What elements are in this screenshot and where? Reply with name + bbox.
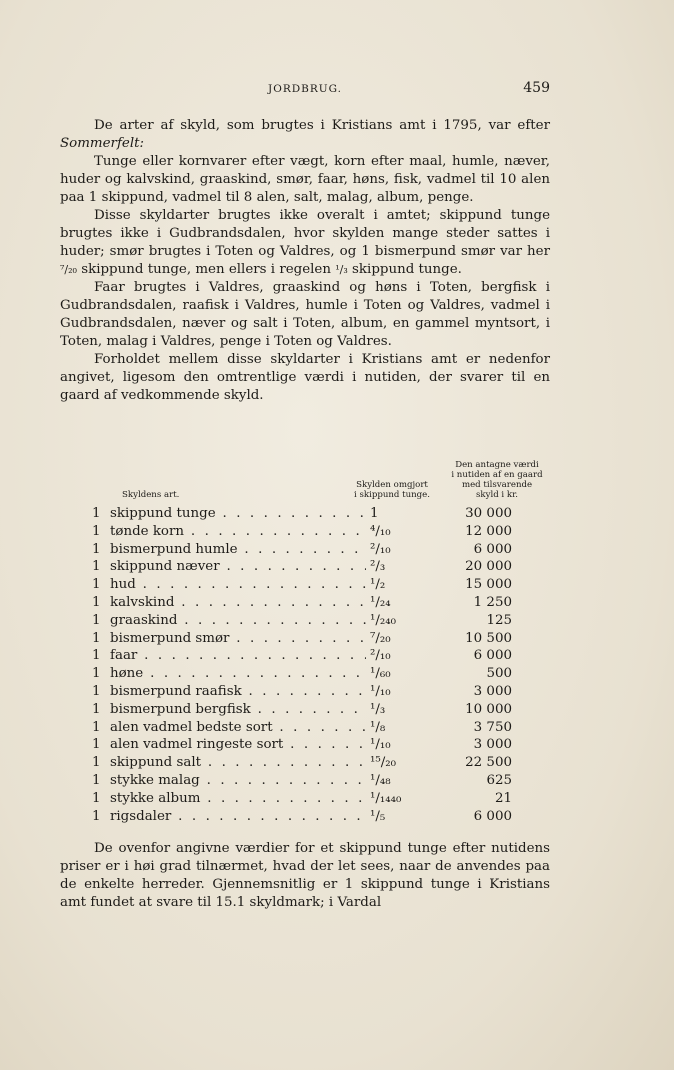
closing-text	[60, 840, 550, 912]
row-quantity: 1	[92, 559, 101, 575]
row-value-kr: 22 500	[465, 755, 512, 771]
row-quantity: 1	[92, 683, 101, 699]
intro-text	[60, 117, 550, 405]
row-skyld-art: skippund salt . . .	[110, 755, 366, 770]
row-skyld-art: skippund næver . . .	[110, 559, 366, 574]
row-skyld-art: bismerpund smør . . .	[110, 631, 366, 646]
row-value-kr: 625	[486, 772, 512, 788]
table-row	[60, 631, 550, 649]
row-skippund-tunge: ¹/₁₀	[370, 737, 391, 753]
row-skippund-tunge: ¹/₁₄₄₀	[370, 790, 402, 806]
row-skippund-tunge: ¹/₂₄	[370, 594, 391, 610]
row-quantity: 1	[92, 666, 101, 682]
row-value-kr: 3 000	[473, 683, 512, 699]
row-value-kr: 10 000	[465, 701, 512, 717]
row-value-kr: 21	[494, 790, 512, 806]
table-row	[60, 720, 550, 738]
row-quantity: 1	[92, 808, 101, 824]
row-skyld-art: hud . . .	[110, 577, 366, 592]
row-skyld-art: alen vadmel bedste sort . . .	[110, 720, 366, 735]
row-skyld-art: høne . . .	[110, 666, 366, 681]
row-skippund-tunge: ¹/₈	[370, 719, 386, 735]
page-header	[60, 80, 550, 98]
row-value-kr: 12 000	[465, 523, 512, 539]
table-row	[60, 613, 550, 631]
paragraph-1: De arter af skyld, som brugtes i Kristians amt i 1795, var efter Sommerfelt:	[60, 118, 550, 151]
row-skippund-tunge: ⁷/₂₀	[370, 630, 391, 646]
row-quantity: 1	[92, 701, 101, 717]
row-quantity: 1	[92, 594, 101, 610]
page-number: 459	[523, 80, 550, 96]
paragraph-4: Forholdet mellem disse skyldarter i Kristians amt er nedenfor angivet, ligesom den omtrentlige værdi i nutiden, der svarer til en gaard af vedkommende skyld.	[60, 352, 550, 403]
row-skyld-art: rigsdaler . . .	[110, 809, 366, 824]
row-skippund-tunge: ¹/₆₀	[370, 666, 391, 682]
table-row	[60, 577, 550, 595]
row-skyld-art: graaskind . . .	[110, 613, 366, 628]
row-skyld-art: bismerpund humle . . .	[110, 542, 366, 557]
row-value-kr: 125	[486, 612, 512, 628]
row-skyld-art: stykke malag . . .	[110, 773, 366, 788]
row-skyld-art: bismerpund raafisk . . .	[110, 684, 366, 699]
row-skippund-tunge: ²/₁₀	[370, 541, 391, 557]
row-skippund-tunge: ¹/₂	[370, 577, 386, 593]
row-value-kr: 1 250	[473, 594, 512, 610]
row-value-kr: 500	[486, 666, 512, 682]
paragraph-list: Tunge eller kornvarer efter vægt, korn efter maal, humle, næver, huder og kalvskind, graaskind, smør, faar, høns, fisk, vadmel til 10 alen paa 1 skippund, vadmel til 8 alen, salt, malag, album, penge.	[60, 154, 550, 205]
author-name: Sommerfelt:	[60, 136, 145, 151]
row-skyld-art: faar . . .	[110, 648, 366, 663]
row-quantity: 1	[92, 541, 101, 557]
table-row	[60, 684, 550, 702]
table-row	[60, 559, 550, 577]
row-value-kr: 20 000	[465, 559, 512, 575]
table-row	[60, 773, 550, 791]
table-row	[60, 737, 550, 755]
row-quantity: 1	[92, 790, 101, 806]
row-quantity: 1	[92, 577, 101, 593]
row-quantity: 1	[92, 772, 101, 788]
row-quantity: 1	[92, 719, 101, 735]
row-skyld-art: alen vadmel ringeste sort . . .	[110, 737, 366, 752]
row-quantity: 1	[92, 506, 101, 521]
row-skyld-art: tønde korn . . .	[110, 524, 366, 539]
row-quantity: 1	[92, 523, 101, 539]
table-row	[60, 702, 550, 720]
row-value-kr: 6 000	[473, 808, 512, 824]
row-value-kr: 6 000	[473, 648, 512, 664]
row-value-kr: 3 000	[473, 737, 512, 753]
row-quantity: 1	[92, 648, 101, 664]
paragraph-3: Faar brugtes i Valdres, graaskind og høns i Toten, bergfisk i Gudbrandsdalen, raafisk i Valdres, humle i Toten og Valdres, vadmel i Gudbrandsdalen, næver og salt i Toten, album, en gammel myntsort, i Toten, malag i Valdres, penge i Toten og Valdres.	[60, 280, 550, 349]
row-skippund-tunge: ¹/₄₈	[370, 772, 391, 788]
row-value-kr: 6 000	[473, 541, 512, 557]
row-value-kr: 30 000	[465, 506, 512, 521]
table-row	[60, 595, 550, 613]
row-skippund-tunge: ²/₃	[370, 559, 386, 575]
row-skyld-art: kalvskind . . .	[110, 595, 366, 610]
row-skyld-art: stykke album . . .	[110, 791, 366, 806]
table-row	[60, 506, 550, 524]
table-row	[60, 542, 550, 560]
paragraph-2: Disse skyldarter brugtes ikke overalt i amtet; skippund tunge brugtes ikke i Gudbrandsdalen, hvor skylden mange steder sattes i huder; smør brugtes i Toten og Valdres, og 1 bismerpund smør var her ⁷/₂₀ skippund tunge, men ellers i regelen ¹/₃ skippund tunge.	[60, 208, 550, 277]
row-quantity: 1	[92, 612, 101, 628]
row-skippund-tunge: ¹/₃	[370, 701, 386, 717]
table-row	[60, 809, 550, 827]
table-row	[60, 524, 550, 542]
column-header-omgjort: Skylden omgjort i skippund tunge.	[354, 480, 430, 500]
row-skippund-tunge: ²/₁₀	[370, 648, 391, 664]
row-value-kr: 3 750	[473, 719, 512, 735]
row-skippund-tunge: ¹/₂₄₀	[370, 612, 396, 628]
row-skippund-tunge: 1	[370, 506, 379, 521]
row-value-kr: 15 000	[465, 577, 512, 593]
row-skyld-art: bismerpund bergfisk . . .	[110, 702, 366, 717]
table-row	[60, 666, 550, 684]
row-skippund-tunge: ⁴/₁₀	[370, 523, 391, 539]
paragraph-closing: De ovenfor angivne værdier for et skippund tunge efter nutidens priser er i høi grad tilnærmet, hvad der let sees, naar de anvendes paa de enkelte herreder. Gjennemsnitlig er 1 skippund tunge i Kristians amt fundet at svare til 15.1 skyldmark; i Vardal	[60, 841, 550, 910]
row-skyld-art: skippund tunge . . .	[110, 506, 366, 521]
table-row	[60, 755, 550, 773]
row-quantity: 1	[92, 755, 101, 771]
row-quantity: 1	[92, 737, 101, 753]
column-header-art: Skyldens art.	[122, 490, 180, 500]
table-header	[60, 456, 550, 504]
row-quantity: 1	[92, 630, 101, 646]
table-row	[60, 648, 550, 666]
column-header-vaerdi: Den antagne værdi i nutiden af en gaard med tilsvarende skyld i kr.	[451, 460, 543, 500]
table-row	[60, 791, 550, 809]
row-value-kr: 10 500	[465, 630, 512, 646]
row-skippund-tunge: ¹/₅	[370, 808, 386, 824]
row-skippund-tunge: ¹⁵/₂₀	[370, 755, 396, 771]
running-title: JORDBRUG.	[268, 83, 342, 95]
skyld-table	[60, 506, 550, 826]
row-skippund-tunge: ¹/₁₀	[370, 683, 391, 699]
